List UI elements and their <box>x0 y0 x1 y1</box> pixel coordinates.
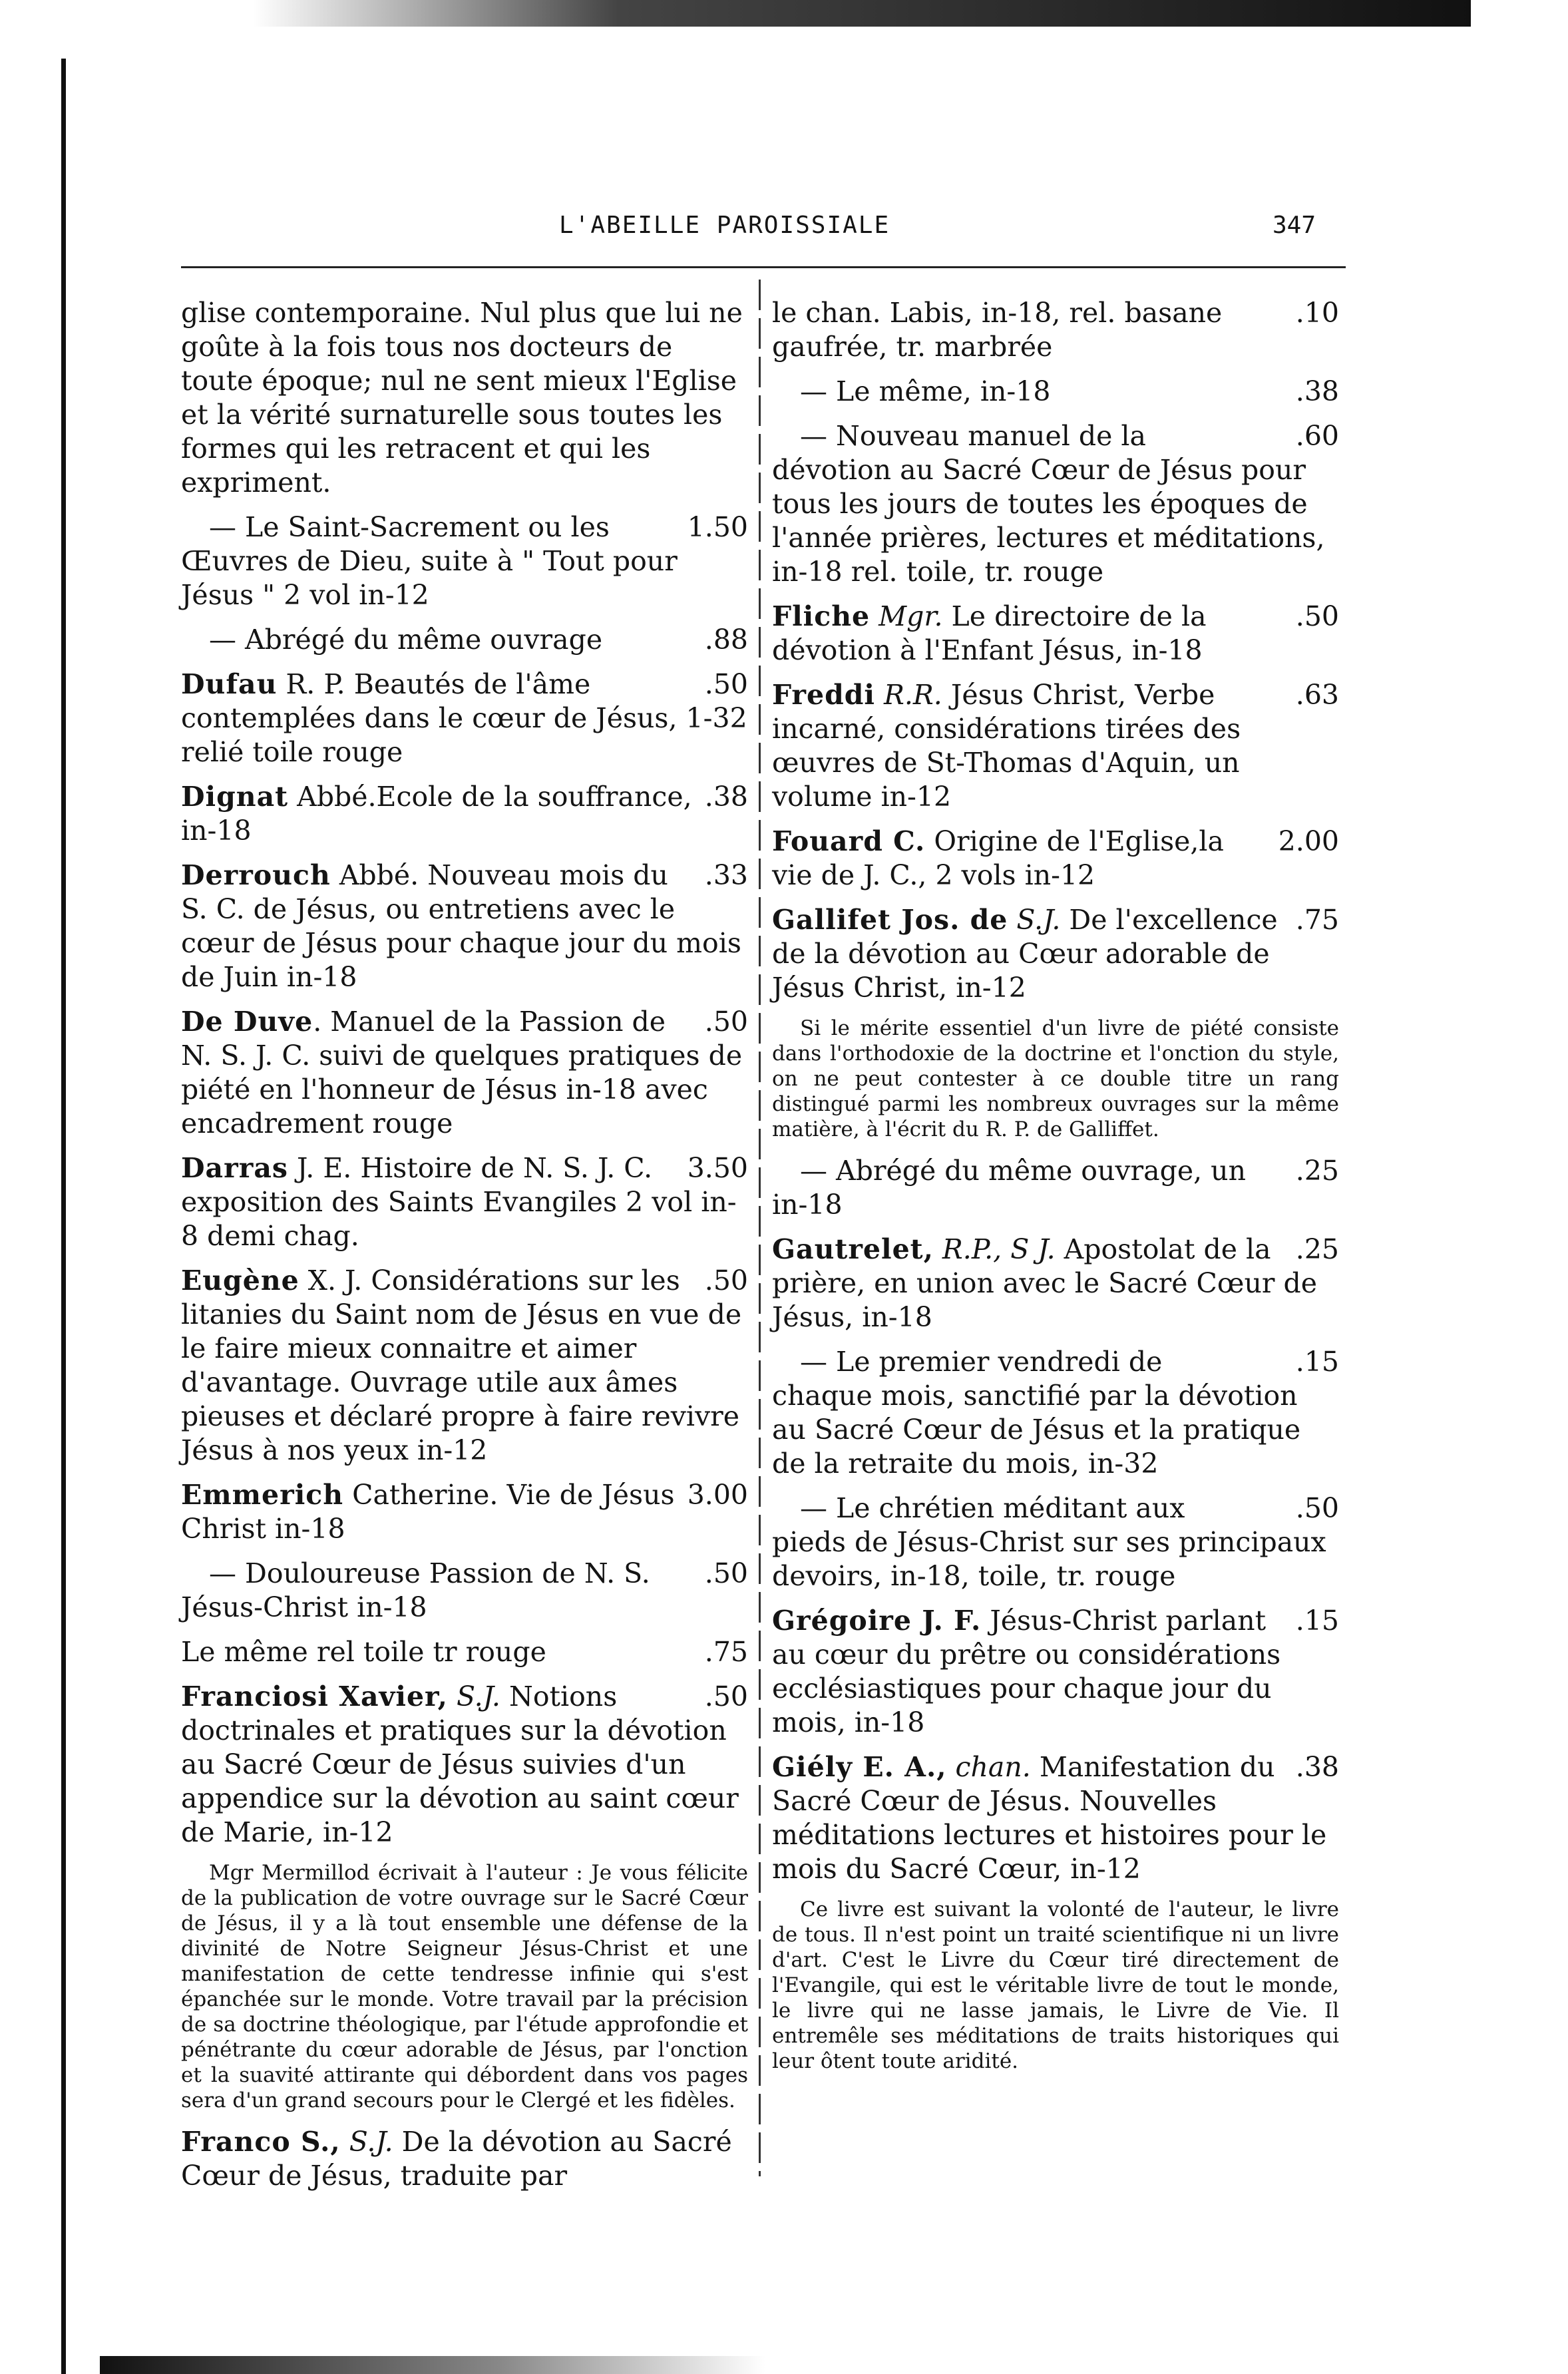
entry-price: .38 <box>1295 375 1339 407</box>
catalog-entry <box>772 1154 1339 1222</box>
catalog-entry <box>772 1345 1339 1481</box>
entry-price: .25 <box>1295 1155 1339 1187</box>
entry-text: De la dévotion au Sacré Cœur de Jésus, traduite par <box>181 2126 732 2192</box>
entry-price: .33 <box>704 859 748 891</box>
entry-price: .15 <box>1295 1346 1339 1378</box>
entry-text: — Douloureuse Passion de N. S. Jésus-Christ in-18 <box>181 1557 650 1623</box>
entry-author: Franciosi Xavier, <box>181 1681 448 1712</box>
entry-price: .50 <box>704 1557 748 1589</box>
entry-text: . Manuel de la Passion de N. S. J. C. suivi de quelques pratiques de piété en l'honneur de Jésus in-18 avec encadrement rouge <box>181 1006 743 1139</box>
entry-price: .88 <box>704 624 748 656</box>
review-note: Ce livre est suivant la volonté de l'auteur, le livre de tous. Il n'est point un traité scientifique ni un livre d'art. C'est le Livre du Cœur tiré directement de l'Evangile, qui est le véritable livre de tout le monde, le livre qui ne lasse jamais, le Livre de Vie. Il entremêle ses méditations de traits historiques qui leur ôtent toute aridité. <box>772 1897 1339 2073</box>
entry-text: Notions doctrinales et pratiques sur la dévotion au Sacré Cœur de Jésus suivies d'un appendice sur la dévotion au saint cœur de Marie, in-12 <box>181 1681 739 1848</box>
entry-price: .15 <box>1295 1605 1339 1637</box>
review-note: Si le mérite essentiel d'un livre de piété consiste dans l'orthodoxie de la doctrine et l'onction du style, on ne peut contester à ce double titre un rang distingué parmi les nombreux ouvrages sur la même matière, à l'écrit du R. P. de Galliffet. <box>772 1016 1339 1141</box>
entry-price: .60 <box>1295 420 1339 452</box>
entry-author: Gallifet Jos. de <box>772 904 1008 936</box>
entry-text: Le même rel toile tr rouge <box>181 1636 546 1668</box>
entry-author: Derrouch <box>181 859 331 891</box>
entry-author-title: chan. <box>946 1751 1031 1783</box>
entry-price: .38 <box>1295 1751 1339 1783</box>
entry-text: De l'excellence de la dévotion au Cœur adorable de Jésus Christ, in-12 <box>772 904 1278 1004</box>
entry-price: 1.50 <box>687 511 748 543</box>
catalog-entry <box>772 1604 1339 1740</box>
entry-price: .75 <box>1295 904 1339 936</box>
entry-text: — Nouveau manuel de la dévotion au Sacré Cœur de Jésus pour tous les jours de toutes les époques de l'année prières, lectures et méditations, in-18 rel. toile, tr. rouge <box>772 420 1325 588</box>
entry-text: — Abrégé du même ouvrage, un in-18 <box>772 1155 1246 1221</box>
review-note: Mgr Mermillod écrivait à l'auteur : Je vous félicite de la publication de votre ouvrage sur le Sacré Cœur de Jésus, il y a là tout ensemble une défense de la divinité de Notre Seigneur Jésus-Christ et une manifestation de cette tendresse infinie qui s'est épanchée sur le monde. Votre travail par la précision de sa doctrine théologique, par l'étude approfondie et pénétrante du cœur adorable de Jésus, par l'onction et la suavité attirante qui débordent dans vos pages sera d'un grand secours pour le Clergé et les fidèles. <box>181 1861 748 2112</box>
entry-author: Eugène <box>181 1265 299 1296</box>
entry-author: Grégoire J. F. <box>772 1605 982 1637</box>
entry-text: — Le premier vendredi de chaque mois, sanctifié par la dévotion au Sacré Cœur de Jésus et la pratique de la retraite du mois, in-32 <box>772 1346 1301 1480</box>
catalog-entry <box>772 678 1339 814</box>
entry-price: .50 <box>704 668 748 700</box>
entry-author-title: Mgr. <box>870 600 943 632</box>
entry-text: — Le chrétien méditant aux pieds de Jésus-Christ sur ses principaux devoirs, in-18, toile, tr. rouge <box>772 1492 1326 1592</box>
entry-text: J. E. Histoire de N. S. J. C. exposition des Saints Evangiles 2 vol in-8 demi chag. <box>181 1152 737 1252</box>
entry-author: Darras <box>181 1152 288 1184</box>
catalog-entry <box>181 1557 748 1625</box>
column-divider <box>759 280 761 2176</box>
entry-price: .10 <box>1295 297 1339 329</box>
catalog-entry <box>772 419 1339 589</box>
catalog-entry <box>772 825 1339 892</box>
entry-author: De Duve <box>181 1006 313 1038</box>
entry-text: — Abrégé du même ouvrage <box>209 624 603 656</box>
catalog-entry <box>772 1491 1339 1593</box>
entry-price: 2.00 <box>1278 825 1339 857</box>
entry-price: .50 <box>1295 1492 1339 1524</box>
entry-author: Emmerich <box>181 1479 344 1511</box>
catalog-entry <box>181 296 748 500</box>
entry-text: Jésus Christ, Verbe incarné, considérations tirées des œuvres de St-Thomas d'Aquin, un volume in-12 <box>772 679 1241 813</box>
entry-text: Jésus-Christ parlant au cœur du prêtre ou considérations ecclésiastiques pour chaque jour du mois, in-18 <box>772 1605 1281 1738</box>
entry-text: Abbé.Ecole de la souffrance, in-18 <box>181 781 692 847</box>
entry-text: glise contemporaine. Nul plus que lui ne goûte à la fois tous nos docteurs de toute époque; nul ne sent mieux l'Eglise et la vérité surnaturelle sous toutes les formes qui les retracent et qui les expriment. <box>181 297 743 498</box>
catalog-entry <box>181 1680 748 1850</box>
page-number: 347 <box>1273 212 1316 239</box>
catalog-entry <box>181 1635 748 1669</box>
entry-text: Manifestation du Sacré Cœur de Jésus. Nouvelles méditations lectures et histoires pour le mois du Sacré Cœur, in-12 <box>772 1751 1327 1885</box>
left-scan-edge <box>61 59 66 2374</box>
catalog-entry <box>181 1151 748 1253</box>
entry-text: — Le même, in-18 <box>800 375 1051 407</box>
catalog-entry <box>772 375 1339 409</box>
top-scan-edge <box>253 0 1471 27</box>
catalog-entry <box>181 510 748 612</box>
entry-author: Freddi <box>772 679 875 711</box>
entry-price: .63 <box>1295 679 1339 711</box>
entry-price: .75 <box>704 1636 748 1668</box>
catalog-entry <box>181 623 748 657</box>
entry-author-title: R.R. <box>875 679 942 711</box>
entry-price: 3.00 <box>687 1479 748 1511</box>
entry-text: Origine de l'Eglise,la vie de J. C., 2 vols in-12 <box>772 825 1224 891</box>
entry-text: — Le Saint-Sacrement ou les Œuvres de Dieu, suite à " Tout pour Jésus " 2 vol in-12 <box>181 511 678 611</box>
entry-author-title: S.J. <box>340 2126 393 2158</box>
entry-author: Franco S., <box>181 2126 341 2158</box>
running-head: L'ABEILLE PAROISSIALE <box>559 212 890 239</box>
entry-text: le chan. Labis, in-18, rel. basane gaufrée, tr. marbrée <box>772 297 1223 363</box>
catalog-entry <box>181 1264 748 1468</box>
catalog-entry <box>181 1478 748 1546</box>
catalog-entry <box>772 1233 1339 1334</box>
catalog-entry <box>772 600 1339 668</box>
entry-text: Catherine. Vie de Jésus Christ in-18 <box>181 1479 675 1545</box>
catalog-entry <box>181 780 748 848</box>
entry-price: .50 <box>704 1265 748 1296</box>
bottom-scan-edge <box>100 2356 765 2374</box>
entry-text: R. P. Beautés de l'âme contemplées dans le cœur de Jésus, 1-32 relié toile rouge <box>181 668 747 768</box>
entry-text: Apostolat de la prière, en union avec le Sacré Cœur de Jésus, in-18 <box>772 1233 1318 1333</box>
entry-author: Dufau <box>181 668 278 700</box>
entry-author: Giély E. A., <box>772 1751 947 1783</box>
entry-text: Abbé. Nouveau mois du S. C. de Jésus, ou entretiens avec le cœur de Jésus pour chaque jour du mois de Juin in-18 <box>181 859 741 993</box>
catalog-entry <box>181 1005 748 1141</box>
catalog-entry <box>181 668 748 769</box>
catalog-entry <box>772 1750 1339 1886</box>
entry-price: 3.50 <box>687 1152 748 1184</box>
catalog-entry <box>772 903 1339 1005</box>
entry-author: Gautrelet, <box>772 1233 934 1265</box>
entry-price: .50 <box>704 1006 748 1038</box>
catalog-entry <box>181 859 748 994</box>
entry-price: .50 <box>704 1681 748 1712</box>
catalog-entry <box>181 2125 748 2193</box>
entry-text: Le directoire de la dévotion à l'Enfant Jésus, in-18 <box>772 600 1207 666</box>
right-column <box>772 296 1339 2086</box>
header-rule <box>181 266 1346 268</box>
catalog-entry <box>772 296 1339 364</box>
entry-author-title: S.J. <box>1008 904 1061 936</box>
entry-author: Fliche <box>772 600 871 632</box>
entry-author: Fouard C. <box>772 825 926 857</box>
entry-price: .38 <box>704 781 748 813</box>
entry-price: .25 <box>1295 1233 1339 1265</box>
entry-author-title: S.J. <box>447 1681 500 1712</box>
entry-price: .50 <box>1295 600 1339 632</box>
left-column <box>181 296 748 2204</box>
entry-author-title: R.P., S J. <box>933 1233 1056 1265</box>
entry-text: X. J. Considérations sur les litanies du Saint nom de Jésus en vue de le faire mieux connaitre et aimer d'avantage. Ouvrage utile aux âmes pieuses et déclaré propre à faire revivre Jésus à nos yeux in-12 <box>181 1265 742 1466</box>
entry-author: Dignat <box>181 781 289 813</box>
